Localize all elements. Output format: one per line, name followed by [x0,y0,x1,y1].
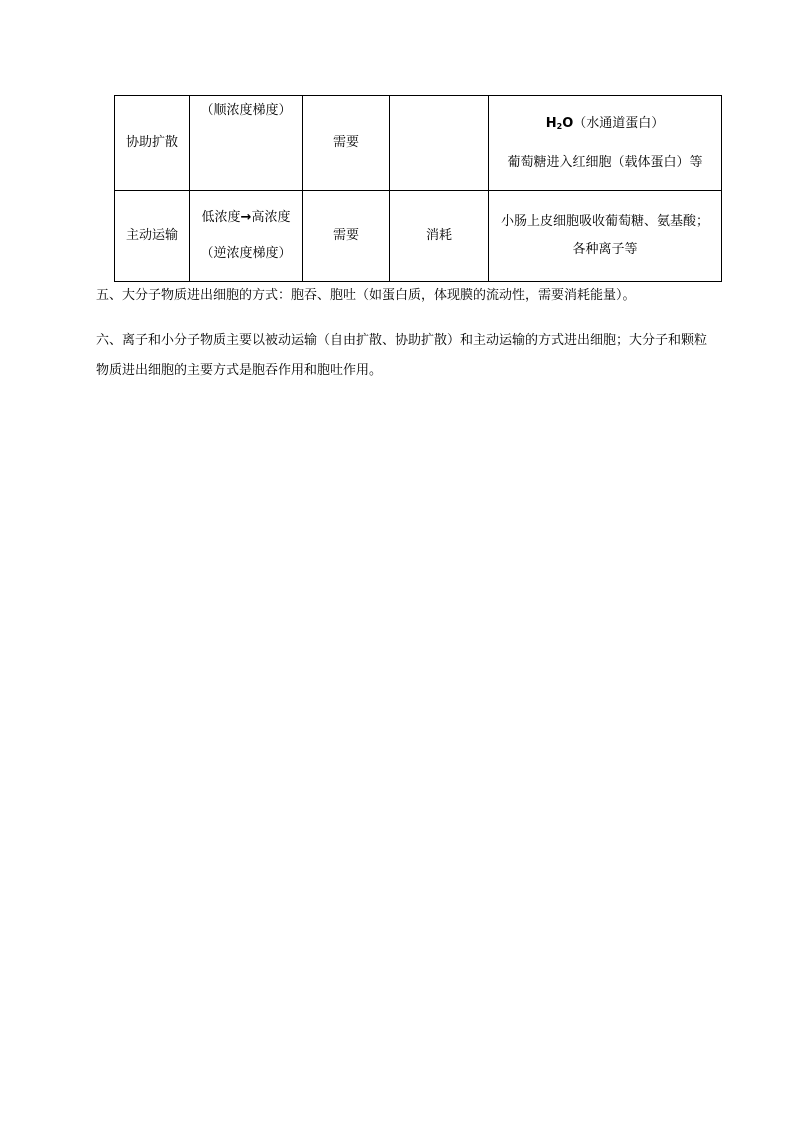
paragraph-section-6: 六、离子和小分子物质主要以被动运输（自由扩散、协助扩散）和主动运输的方式进出细胞；大分子和颗粒物质进出细胞的主要方式是胞吞作用和胞吐作用。 [96,333,708,378]
paragraph-section-5: 五、大分子物质进出细胞的方式：胞吞、胞吐（如蛋白质，体现膜的流动性，需要消耗能量）。 [96,288,636,303]
formula-h: H [545,115,557,131]
concentration-cell [190,96,303,191]
examples-cell [489,191,722,282]
concentration-gradient-note: （顺浓度梯度） [200,103,292,118]
energy-value: 消耗 [425,228,452,243]
examples-cell [489,96,722,191]
carrier-value: 需要 [332,228,359,243]
method-cell [115,191,190,282]
method-label: 主动运输 [125,228,178,243]
examples-line-1 [493,113,717,138]
energy-cell [390,96,489,191]
line-gap [194,229,298,243]
formula-o: O [562,115,574,131]
examples-line-1: 小肠上皮细胞吸收葡萄糖、氨基酸； [500,214,709,229]
energy-cell [390,191,489,282]
examples-line-2: 各种离子等 [572,242,638,257]
carrier-value: 需要 [332,135,359,150]
method-label: 协助扩散 [125,135,178,150]
arrow-right-icon: → [240,210,252,225]
table-row-facilitated-diffusion [115,96,722,191]
formula-subscript: 2 [556,121,563,131]
table-row-active-transport [115,191,722,282]
carrier-cell [303,191,390,282]
examples-line-2: 葡萄糖进入红细胞（载体蛋白）等 [507,154,703,170]
concentration-direction [194,207,298,229]
low-concentration: 低浓度 [201,210,241,225]
method-cell [115,96,190,191]
transport-table [114,95,722,282]
concentration-cell [190,191,303,282]
water-formula [546,116,574,131]
aquaporin-note: （水通道蛋白） [573,115,665,131]
line-gap [493,138,717,152]
carrier-cell [303,96,390,191]
concentration-gradient-note: （逆浓度梯度） [200,246,292,261]
high-concentration: 高浓度 [251,210,291,225]
